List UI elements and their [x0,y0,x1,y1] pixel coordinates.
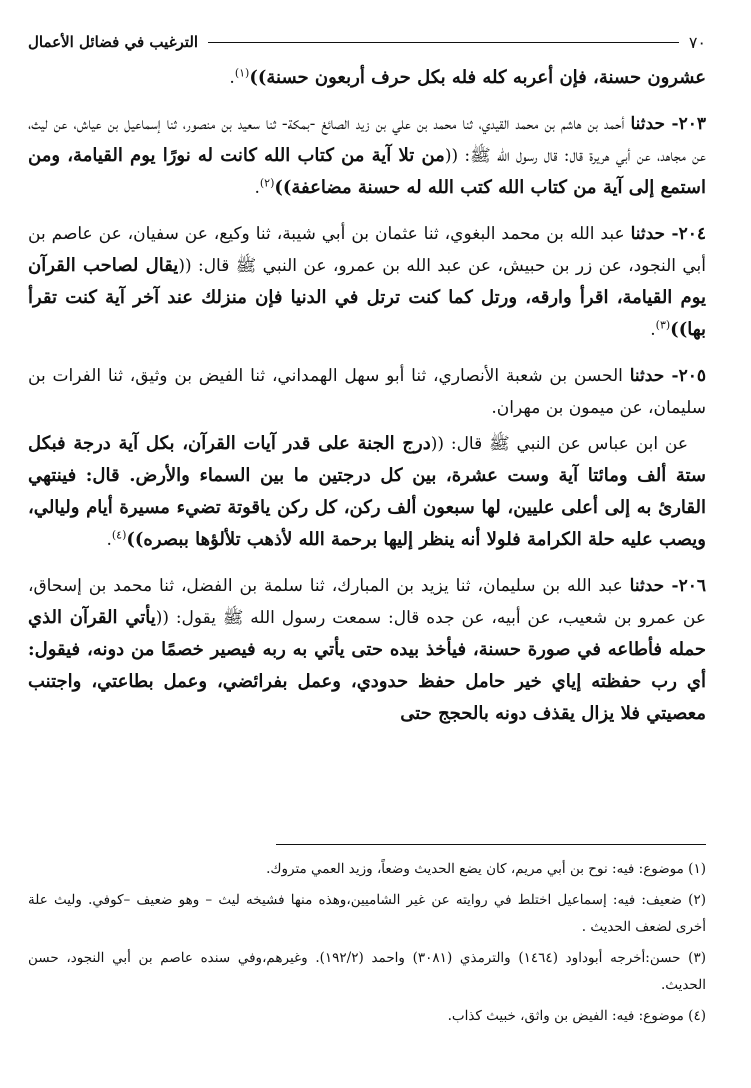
paragraph-end: . [229,68,235,88]
paragraph [28,360,706,424]
hadith-text: يقال لصاحب القرآن يوم القيامة، اقرأ وارقه، ورتل كما كنت ترتل في الدنيا فإن منزلك عند آخر آية كنت تقرأ بها)) [28,255,706,340]
hadith-number: ٢٠٣- حدثنا [630,114,706,134]
isnad-text: عن ابن عباس عن النبي ﷺ قال: (( [430,434,688,454]
footnote: (٢) ضعيف: فيه: إسماعيل اختلط في روايته عن غير الشاميين،وهذه منها فشيخه ليث – وهو ضعيف –كوفي. وليث علة أخرى لضعف الحديث . [28,892,706,935]
paragraph [28,218,706,346]
footnote: (٤) موضوع: فيه: الفيض بن واثق، خبيث كذاب. [447,1008,706,1024]
footnote-marker: (١) [234,66,250,80]
isnad-text: عبد الله بن سليمان، ثنا يزيد بن المبارك، ثنا سلمة بن الفضل، ثنا محمد بن إسحاق، عن عمرو بن شعيب، عن أبيه، عن جده قال: سمعت رسول الله ﷺ يقول: (( [28,576,706,628]
header-rule [208,42,679,43]
footnote: (٣) حسن:أخرجه أبوداود (١٤٦٤) والترمذي (٣٠٨١) واحمد (١٩٢/٢). وغيرهم،وفي سنده عاصم بن أبي النجود، حسن الحديث. [28,950,707,993]
page-number: ٧٠ [688,32,706,52]
footnote-marker: (٢) [259,176,275,190]
paragraph-end: . [650,320,656,340]
paragraph-end: . [254,178,260,198]
isnad-text: عبد الله بن محمد البغوي، ثنا عثمان بن أبي شيبة، ثنا وكيع، عن سفيان، عن عاصم بن أبي النجود، عن زر بن حبيش، عن عبد الله بن عمرو، عن النبي ﷺ قال: (( [28,224,706,276]
hadith-text: عشرون حسنة، فإن أعربه كله فله بكل حرف أربعون حسنة)) [249,67,706,88]
footnote-marker: (٣) [655,318,671,332]
running-title: الترغيب في فضائل الأعمال [28,33,199,51]
hadith-number: ٢٠٦- حدثنا [629,576,706,596]
isnad-text: الحسن بن شعبة الأنصاري، ثنا أبو سهل الهمداني، ثنا الفيض بن وثيق، ثنا الفرات بن سليمان، عن ميمون بن مهران. [28,366,706,418]
body-text [28,62,706,730]
book-page [28,30,706,730]
footnote-marker: (٤) [111,528,127,542]
paragraph [28,570,706,730]
hadith-text: يأتي القرآن الذي حمله فأطاعه في صورة حسنة، فيأخذ بيده حتى يأتي به ربه فيصير خصمًا من دونه، فيقول: أي رب حفظته إياي خير حامل حفظ حدودي، وعمل بفرائضي، وعمل بطاعتي، واجتنب معصيتي فلا يزال يقذف دونه بالحجج حتى [28,607,706,724]
isnad-text: أحمد بن هاشم بن محمد القيدي، ثنا محمد بن علي بن زيد الصائغ -بمكة- ثنا سعيد بن منصور، ثنا إسماعيل بن عياش، عن ليث، عن مجاهد، عن أبي هريرة قال: قال رسول الله ﷺ: (( [28,114,706,166]
footnote: (١) موضوع: فيه: نوح بن أبي مريم، كان يضع الحديث وضعاً، وزيد العمي متروك. [266,861,706,877]
hadith-number: ٢٠٥- حدثنا [629,366,706,386]
paragraph [28,62,706,94]
footnote-separator [276,844,706,845]
hadith-number: ٢٠٤- حدثنا [630,224,706,244]
page-header [28,30,706,54]
footnotes [28,856,706,1034]
hadith-text: من تلا آية من كتاب الله كانت له نورًا يوم القيامة، ومن استمع إلى آية من كتاب الله كتب الله له حسنة مضاعفة)) [28,145,706,198]
paragraph-end: . [106,530,112,550]
paragraph [28,108,706,204]
hadith-text: درج الجنة على قدر آيات القرآن، بكل آية درجة فبكل ستة ألف ومائتا آية وست عشرة، بين كل درجتين ما بين السماء والأرض. قال: فينتهي القارئ به إلى أعلى عليين، لها سبعون ألف ركن، كل ركن ياقوتة تضيء مسيرة أيام وليالي، ويصب عليه حلة الكرامة فلولا أنه ينظر إليها برحمة الله لأذهب تلألؤها ببصره)) [28,433,707,550]
paragraph [28,428,706,556]
